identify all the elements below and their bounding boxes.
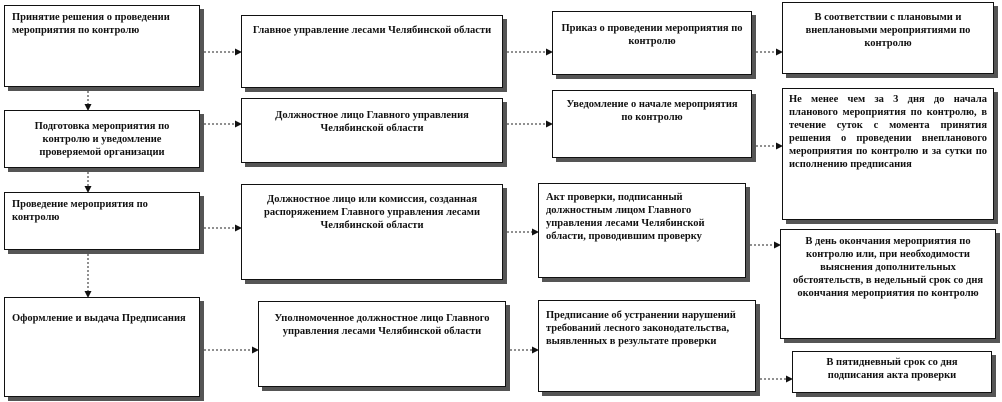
step-decision-box: Принятие решения о проведении мероприятия по контролю (4, 5, 200, 87)
doc-prescription-box: Предписание об устранении нарушений требований лесного законодательства, выявленных в результате проверки (538, 300, 756, 392)
doc-inspection-act-box: Акт проверки, подписанный должностным лицом Главного управления лесами Челябинской области, проводившим проверку (538, 183, 746, 278)
doc-order-box: Приказ о проведении мероприятия по контролю (552, 11, 752, 75)
term-planned-box: В соответствии с плановыми и внеплановыми мероприятиями по контролю (782, 2, 994, 74)
doc-notification-box: Уведомление о начале мероприятия по контролю (552, 90, 752, 158)
actor-main-directorate-box: Главное управление лесами Челябинской области (241, 15, 503, 88)
term-act-box: В день окончания мероприятия по контролю или, при необходимости выяснения дополнительных обстоятельств, в недельный срок со дня окончания мероприятия по контролю (780, 229, 996, 339)
term-notification-box: Не менее чем за 3 дня до начала планового мероприятия по контролю, в течение суток с момента принятия решения о проведении внепланового мероприятия по контролю и за сутки по исполнению предписания (782, 88, 994, 220)
step-prescription-box: Оформление и выдача Предписания (4, 297, 200, 397)
actor-authorized-official-box: Уполномоченное должностное лицо Главного управления лесами Челябинской области (258, 301, 506, 387)
step-execution-box: Проведение мероприятия по контролю (4, 192, 200, 250)
actor-official-box: Должностное лицо Главного управления Челябинской области (241, 98, 503, 163)
step-preparation-box: Подготовка мероприятия по контролю и уведомление проверяемой организации (4, 110, 200, 168)
actor-commission-box: Должностное лицо или комиссия, созданная распоряжением Главного управления лесами Челябинской области (241, 184, 503, 280)
term-prescription-box: В пятидневный срок со дня подписания акта проверки (792, 351, 992, 393)
